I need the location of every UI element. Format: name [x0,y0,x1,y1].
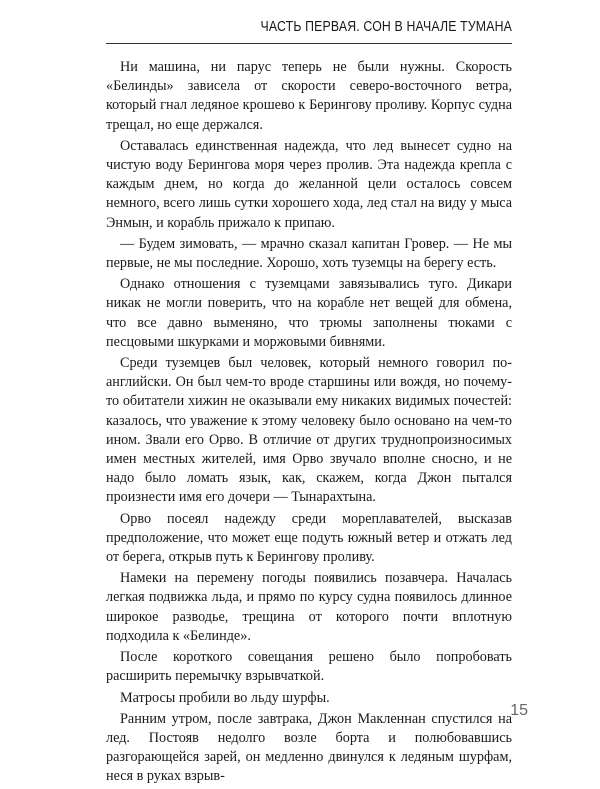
paragraph: Оставалась единственная надежда, что лед вынесет судно на чистую воду Берингова моря через пролив. Эта надежда крепла с каждым днем, но когда до желанной цели осталось совсем немного, всего лишь сутки хорошего хода, лед стал на виду у мыса Энмын, и корабль прижало к припаю. [106,137,512,231]
paragraph: Орво посеял надежду среди мореплавателей, высказав предположение, что может еще подуть южный ветер и отжать лед от берега, открыв путь к Берингову проливу. [106,510,512,566]
paragraph: Ранним утром, после завтрака, Джон Макленнан спустился на лед. Постояв недолго возле борта и полюбовавшись разгорающейся зарей, он медленно двинулся к ледяным шурфам, неся в руках взрыв- [106,710,512,785]
paragraph: После короткого совещания решено было попробовать расширить перемычку взрывчаткой. [106,649,512,685]
paragraph: Матросы пробили во льду шурфы. [120,689,330,706]
page-number: 15 [510,702,528,719]
running-header: ЧАСТЬ ПЕРВАЯ. СОН В НАЧАЛЕ ТУМАНА [260,18,512,35]
header-rule [106,43,512,44]
paragraph: Среди туземцев был человек, который немного говорил по-английски. Он был чем-то вроде старшины или вождя, но почему-то обитатели хижин не оказывали ему никаких видимых почестей: казалось, что уважение к этому человеку было основано на чем-то ином. Звали его Орво. В отличие от других труднопроизносимых имен местных жителей, имя Орво звучало вполне сносно, и не надо было ломать язык, как, скажем, когда Джон пытался произнести имя его дочери — Тынарахтына. [106,355,512,506]
paragraph: — Будем зимовать, — мрачно сказал капитан Гровер. — Не мы первые, не мы последние. Хорошо, хоть туземцы на берегу есть. [106,235,512,272]
body-text [106,58,512,789]
paragraph: Намеки на перемену погоды появились позавчера. Началась легкая подвижка льда, и прямо по курсу судна появилось длинное широкое разводье, трещина от которого почти вплотную подходила к «Белинде». [106,570,512,644]
paragraph: Ни машина, ни парус теперь не были нужны. Скорость «Белинды» зависела от скорости северо-восточного ветра, который гнал ледяное крошево к Берингову проливу. Корпус судна трещал, но еще держался. [106,59,512,133]
paragraph: Однако отношения с туземцами завязывались туго. Дикари никак не могли поверить, что на корабле нет вещей для обмена, что все давно выменяно, что трюмы заполнены тюками с песцовыми шкурками и моржовыми бивнями. [106,276,512,350]
